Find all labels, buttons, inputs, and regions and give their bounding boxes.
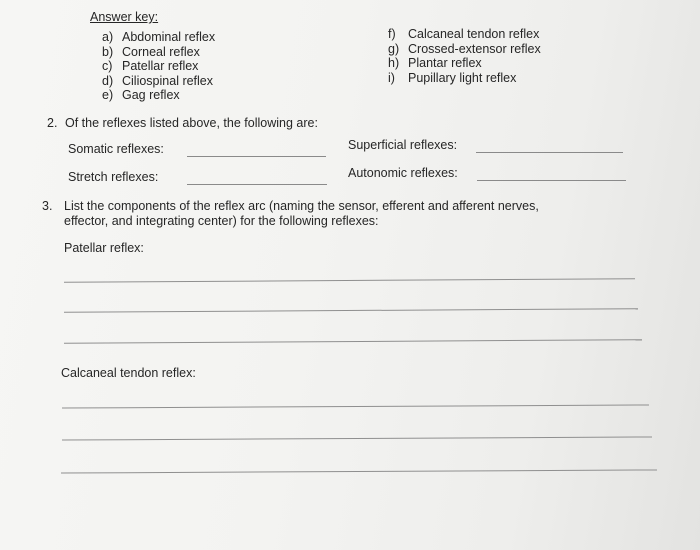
item-text: Crossed-extensor reflex: [408, 41, 541, 56]
item-text: Abdominal reflex: [122, 30, 216, 44]
calcaneal-answer-line-3[interactable]: [61, 469, 657, 473]
item-letter: h): [388, 56, 400, 70]
item-text: Ciliospinal reflex: [122, 73, 214, 88]
question-number: 2.: [47, 116, 58, 130]
stretch-answer-blank[interactable]: [187, 184, 327, 185]
superficial-label: Superficial reflexes:: [348, 138, 458, 152]
answer-key-item: [388, 42, 541, 57]
answer-key-item: [102, 88, 215, 103]
answer-key-item: [388, 71, 541, 86]
somatic-answer-blank[interactable]: [187, 156, 326, 157]
autonomic-answer-blank[interactable]: [477, 180, 626, 181]
question-number: 3.: [42, 199, 53, 213]
item-letter: e): [102, 88, 114, 102]
answer-key-item: [388, 56, 541, 71]
calcaneal-label: Calcaneal tendon reflex:: [61, 366, 196, 380]
question-2-prompt: [47, 116, 318, 130]
item-letter: f): [388, 27, 396, 41]
item-text: Calcaneal tendon reflex: [408, 27, 540, 41]
answer-key-item: [102, 74, 215, 89]
item-text: Corneal reflex: [122, 44, 200, 59]
answer-key-item: [102, 45, 215, 60]
answer-key-left-list: [102, 30, 215, 103]
answer-key-title: Answer key:: [90, 10, 159, 24]
item-letter: a): [102, 30, 114, 44]
item-letter: c): [102, 59, 113, 73]
question-text: Of the reflexes listed above, the following are:: [65, 116, 318, 130]
stretch-label: Stretch reflexes:: [68, 170, 159, 184]
patellar-answer-line-2[interactable]: [64, 308, 638, 313]
item-text: Patellar reflex: [122, 59, 199, 73]
item-text: Gag reflex: [122, 88, 180, 102]
autonomic-label: Autonomic reflexes:: [348, 166, 458, 180]
item-letter: i): [388, 70, 395, 85]
item-letter: g): [388, 41, 400, 56]
answer-key-right-list: [388, 27, 541, 85]
somatic-label: Somatic reflexes:: [68, 142, 164, 156]
question-3-prompt-line-2: effector, and integrating center) for the following reflexes:: [64, 214, 379, 228]
superficial-answer-blank[interactable]: [476, 152, 623, 153]
item-letter: d): [102, 73, 114, 88]
question-text-line-1: List the components of the reflex arc (naming the sensor, efferent and afferent nerves,: [64, 199, 539, 213]
item-text: Pupillary light reflex: [408, 70, 517, 85]
item-letter: b): [102, 44, 114, 59]
patellar-answer-line-3[interactable]: [64, 339, 642, 344]
answer-key-item: [102, 30, 215, 45]
answer-key-item: [388, 27, 541, 42]
calcaneal-answer-line-1[interactable]: [62, 404, 649, 408]
answer-key-item: [102, 59, 215, 74]
calcaneal-answer-line-2[interactable]: [62, 436, 652, 440]
question-3-prompt: [42, 199, 539, 213]
patellar-answer-line-1[interactable]: [64, 278, 635, 282]
item-text: Plantar reflex: [408, 56, 482, 70]
patellar-label: Patellar reflex:: [64, 241, 144, 255]
